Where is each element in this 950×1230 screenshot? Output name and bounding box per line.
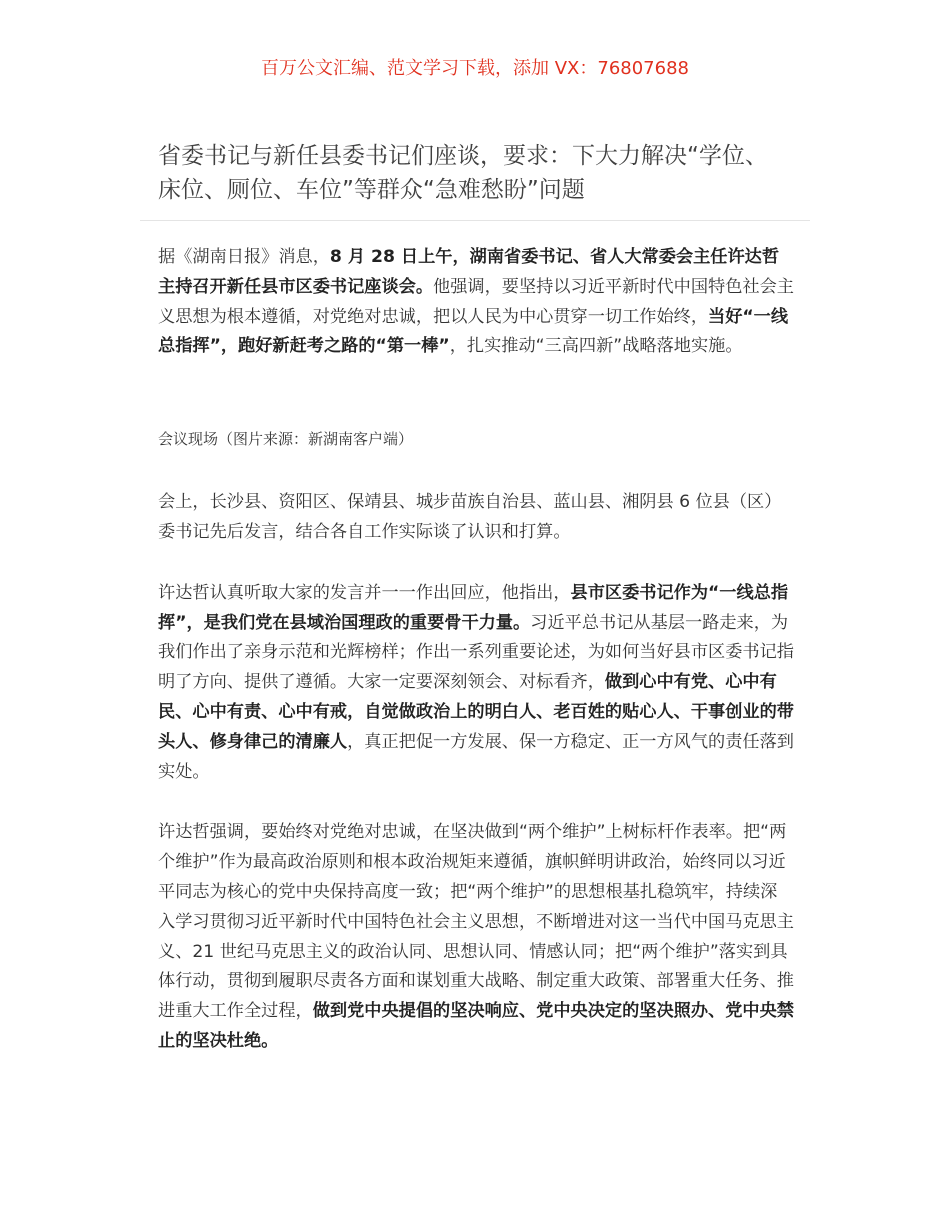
response-text-1: 许达哲认真听取大家的发言并一一作出回应，他指出，	[158, 582, 571, 603]
image-caption: 会议现场（图片来源：新湖南客户端）	[158, 430, 414, 449]
intro-text-1: 据《湖南日报》消息，	[158, 247, 330, 267]
article-body	[158, 243, 794, 1057]
response-text-2: 习近平总书记从基层一路走来，为我们作出了亲身示范和光辉榜样；作出一系列重要论述，为如何当好县市区委书记指明了方向、提供了遵循。大家一定要深刻领会、对标看齐，	[158, 612, 794, 693]
loyalty-text-1: 许达哲强调，要始终对党绝对忠诚，在坚决做到“两个维护”上树标杆作表率。把“两个维护”作为最高政治原则和根本政治规矩来遵循，旗帜鲜明讲政治，始终同以习近平同志为核心的党中央保持高度一致；把“两个维护”的思想根基扎稳筑牢，持续深入学习贯彻习近平新时代中国特色社会主义思想，不断增进对这一当代中国马克思主义、21 世纪马克思主义的政治认同、思想认同、情感认同；把“两个维护”落实到具体行动，贯彻到履职尽责各方面和谋划重大战略、制定重大政策、部署重大任务、推进重大工作全过程，	[158, 822, 794, 1022]
paragraph-intro	[158, 243, 794, 362]
response-bold-1: 县市区委书记作为“一线总指挥”，是我们党在县域治国理政的重要骨干力量。	[158, 582, 789, 633]
intro-text-2: 他强调，要坚持以习近平新时代中国特色社会主义思想为根本遵循，对党绝对忠诚，把以人民为中心贯穿一切工作始终，	[158, 276, 794, 327]
article-title: 省委书记与新任县委书记们座谈，要求：下大力解决“学位、床位、厕位、车位”等群众“急难愁盼”问题	[158, 143, 768, 203]
paragraph-response	[158, 579, 794, 788]
title-divider	[140, 220, 810, 221]
watermark-banner: 百万公文汇编、范文学习下载，添加 VX：76807688	[261, 58, 689, 79]
paragraph-speakers: 会上，长沙县、资阳区、保靖县、城步苗族自治县、蓝山县、湘阴县 6 位县（区）委书记先后发言，结合各自工作实际谈了认识和打算。	[158, 492, 782, 542]
loyalty-bold-1: 做到党中央提倡的坚决响应、党中央决定的坚决照办、党中央禁止的坚决杜绝。	[158, 1001, 794, 1051]
intro-text-3: ，扎实推动“三高四新”战略落地实施。	[449, 336, 743, 357]
intro-bold-2: 当好“一线总指挥”，跑好新赶考之路的“第一棒”	[158, 306, 789, 357]
paragraph-loyalty	[158, 818, 794, 1056]
response-text-3: ，真正把促一方发展、保一方稳定、正一方风气的责任落到实处。	[158, 731, 794, 782]
response-bold-2: 做到心中有党、心中有民、心中有责、心中有戒，自觉做政治上的明白人、老百姓的贴心人、干事创业的带头人、修身律己的清廉人	[158, 672, 794, 752]
intro-bold-1: 8 月 28 日上午，湖南省委书记、省人大常委会主任许达哲主持召开新任县市区委书记座谈会。	[158, 247, 780, 297]
